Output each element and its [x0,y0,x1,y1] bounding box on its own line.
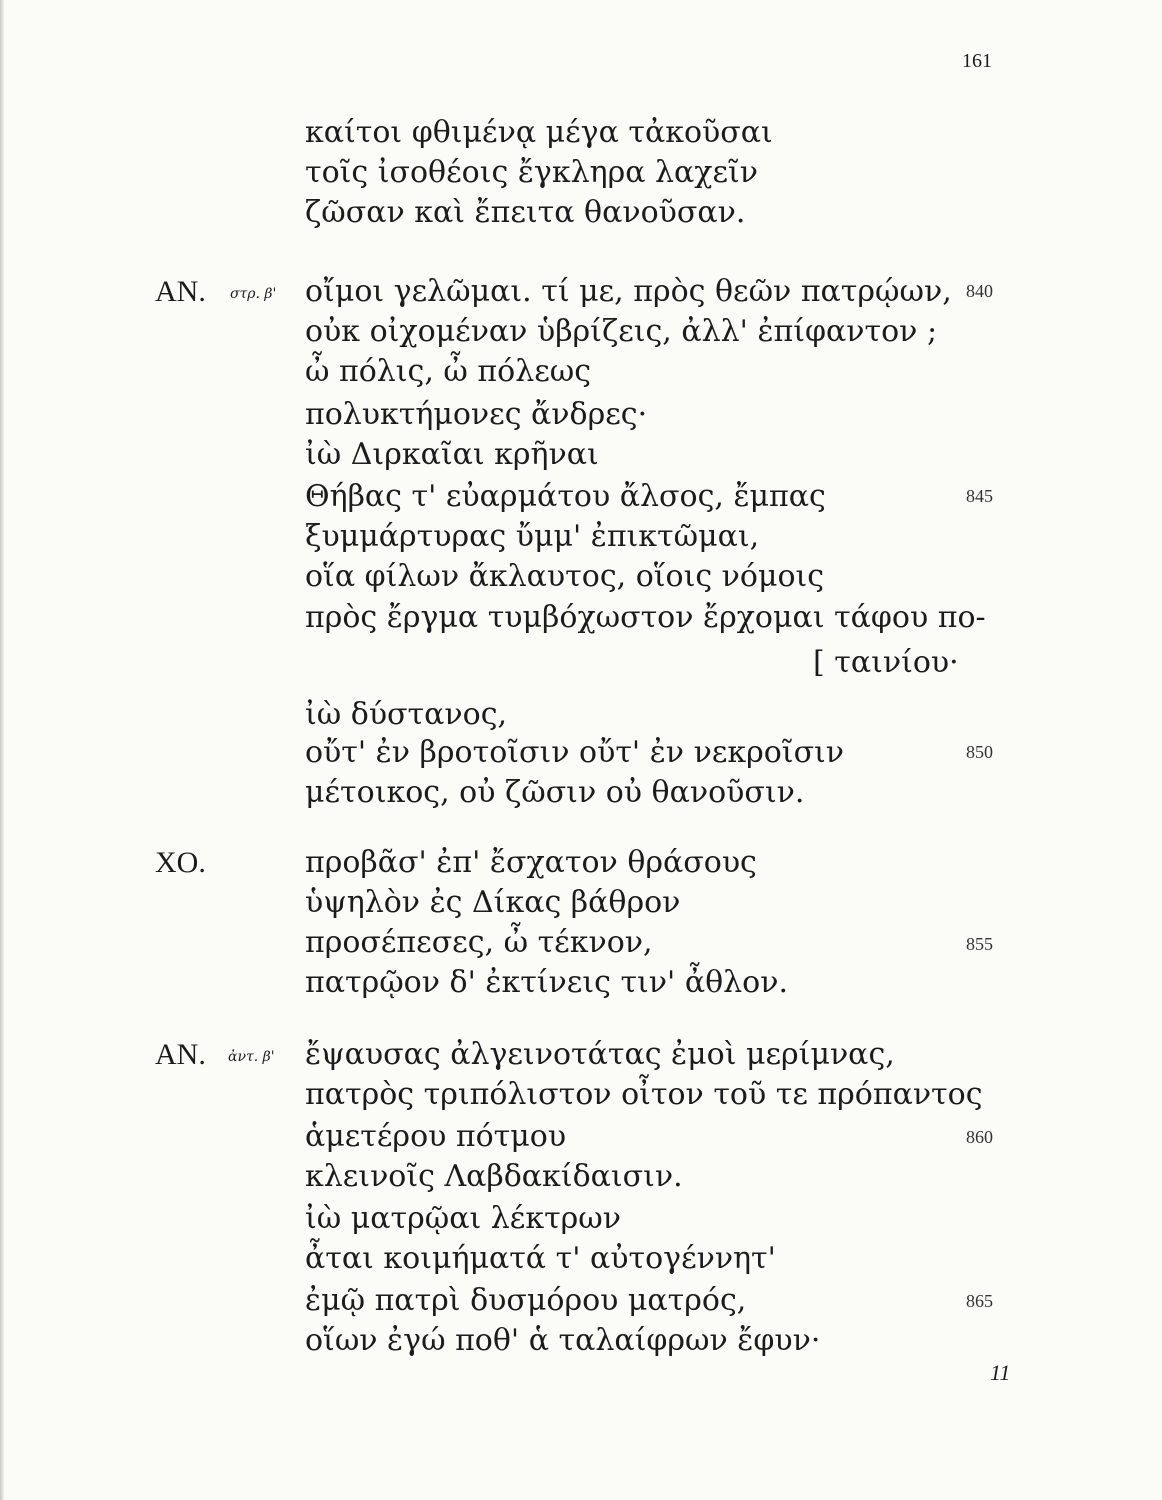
verse-line: πατρῷον δ' ἐκτίνεις τιν' ἆθλον. [305,965,788,1000]
verse-line: μέτοικος, οὐ ζῶσιν οὐ θανοῦσιν. [305,775,805,810]
line-number: 865 [966,1291,993,1311]
line-number: 855 [966,934,993,954]
signature-mark: 11 [990,1360,1011,1385]
strophe-marker: στρ. β' [230,286,277,302]
verse-line: πρὸς ἔργμα τυμβόχωστον ἔρχομαι τάφου πο- [305,600,986,635]
verse-line: τοῖς ἰσοθέοις ἔγκληρα λαχεῖν [305,155,759,190]
verse-line: προβᾶσ' ἐπ' ἔσχατον θράσους [305,845,757,880]
verse-line: ξυμμάρτυρας ὔμμ' ἐπικτῶμαι, [305,519,760,554]
speaker-label: ΑΝ. [155,1038,206,1071]
verse-line: κλεινοῖς Λαβδακίδαισιν. [305,1159,683,1194]
antistrophe-marker: ἀντ. β' [228,1049,275,1065]
verse-line: οἵα φίλων ἄκλαυτος, οἵοις νόμοις [305,559,825,594]
line-number: 845 [966,486,993,506]
verse-line: ζῶσαν καὶ ἔπειτα θανοῦσαν. [305,195,746,230]
verse-line: ἁμετέρου πότμου [305,1119,567,1154]
verse-line: ἰὼ δύστανος, [305,697,508,732]
verse-line: ἰὼ Διρκαῖαι κρῆναι [305,437,599,472]
verse-line: οὐκ οἰχομέναν ὑβρίζεις, ἀλλ' ἐπίφαντον ; [305,314,938,349]
verse-line: ἆται κοιμήματά τ' αὐτογέννητ' [305,1241,776,1276]
verse-line: ἔψαυσας ἀλγεινοτάτας ἐμοὶ μερίμνας, [305,1037,895,1072]
speaker-label: ΧΟ. [155,846,206,879]
verse-line: οἴμοι γελῶμαι. τί με, πρὸς θεῶν πατρῴων, [305,274,952,309]
speaker-label: ΑΝ. [155,275,206,308]
verse-line: ἰὼ ματρῷαι λέκτρων [305,1201,622,1236]
verse-line: οὔτ' ἐν βροτοῖσιν οὔτ' ἐν νεκροῖσιν [305,735,845,770]
page-number: 161 [962,50,992,72]
verse-line: ὑψηλὸν ἐς Δίκας βάθρον [305,885,681,920]
verse-line: προσέπεσες, ὦ τέκνον, [305,925,653,960]
verse-line: οἵων ἐγώ ποθ' ἁ ταλαίφρων ἔφυν· [305,1323,821,1358]
verse-line: καίτοι φθιμένᾳ μέγα τἀκοῦσαι [305,115,773,150]
verse-line: Θήβας τ' εὐαρμάτου ἄλσος, ἔμπας [305,479,826,514]
verse-line-continuation: [ ταινίου· [813,645,959,680]
page-edge [0,0,4,1500]
verse-line: πατρὸς τριπόλιστον οἶτον τοῦ τε πρόπαντος [305,1077,983,1112]
line-number: 840 [966,281,993,301]
line-number: 860 [966,1127,993,1147]
verse-line: ἐμῷ πατρὶ δυσμόρου ματρός, [305,1283,747,1318]
verse-line: πολυκτήμονες ἄνδρες· [305,397,648,432]
line-number: 850 [966,742,993,762]
verse-line: ὦ πόλις, ὦ πόλεως [305,354,592,389]
